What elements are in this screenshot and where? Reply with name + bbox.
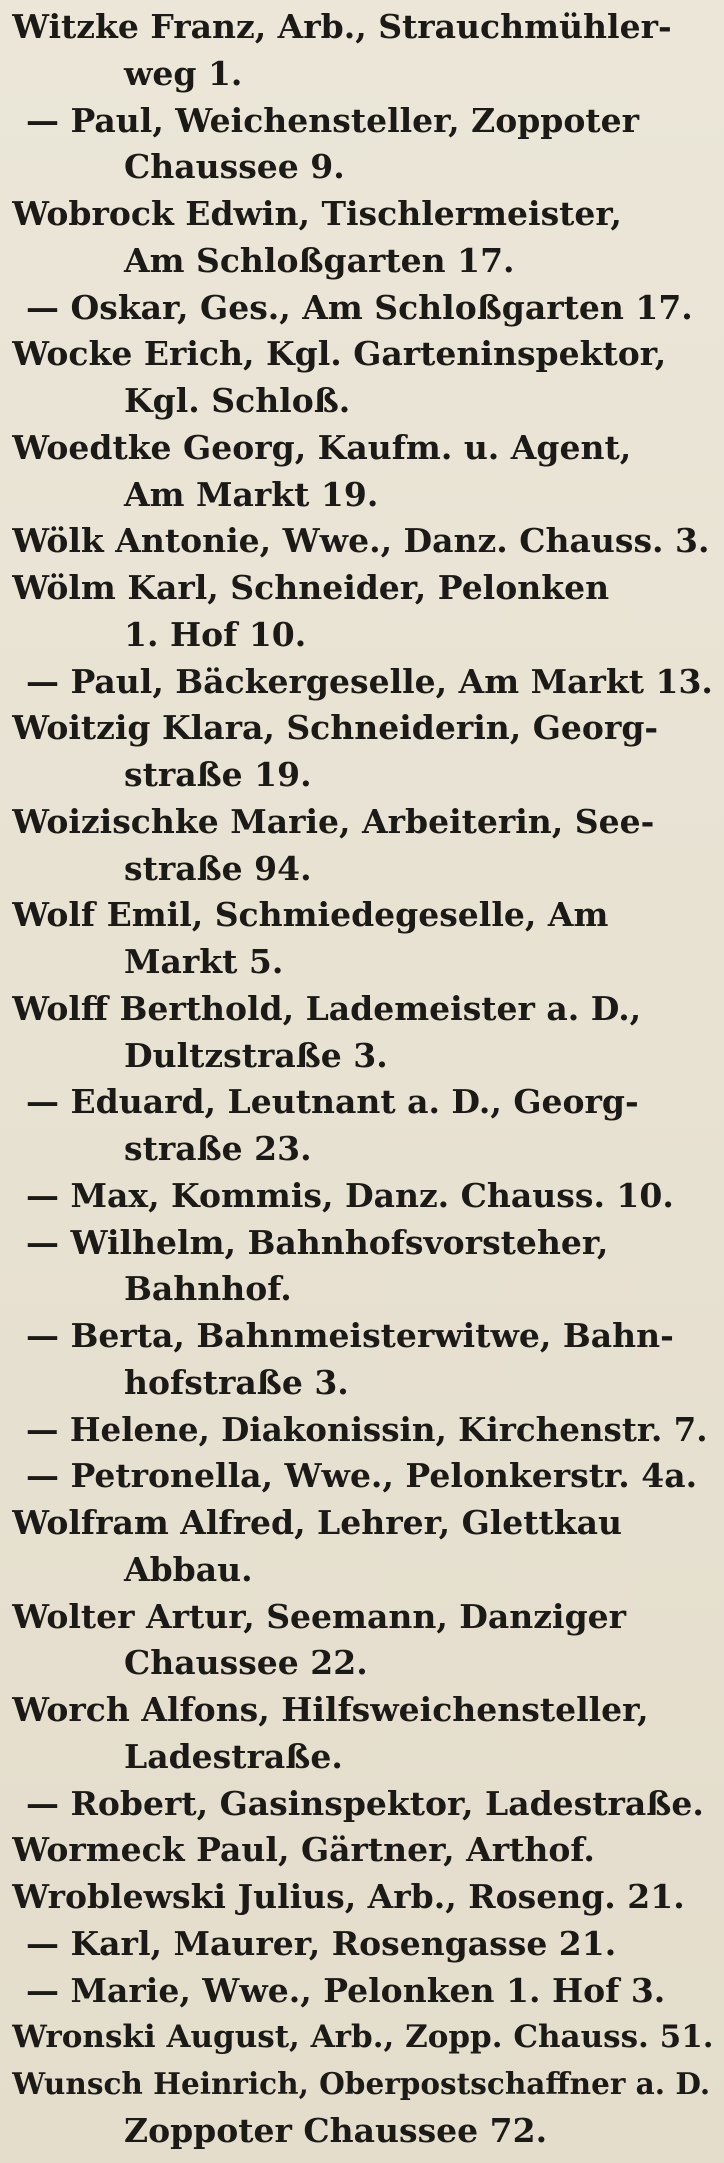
sub-entry-line: — Robert, Gasinspektor, Ladestraße. [26,1783,704,1823]
continuation-line: weg 1. [124,53,243,93]
entry-line: Wormeck Paul, Gärtner, Arthof. [12,1830,595,1870]
continuation-line: Am Markt 19. [124,474,379,514]
continuation-line: Markt 5. [124,942,284,981]
entry-line: Wolfram Alfred, Lehrer, Glettkau [12,1503,623,1542]
entry-line: Wolter Artur, Seemann, Danziger [12,1596,627,1636]
entry-line: Woizischke Marie, Arbeiterin, See- [12,801,655,841]
continuation-line: hofstraße 3. [124,1362,349,1402]
sub-entry-line: — Berta, Bahnmeisterwitwe, Bahn- [26,1316,674,1355]
continuation-line: Bahnhof. [124,1269,292,1309]
entry-line: Worch Alfons, Hilfsweichensteller, [12,1690,649,1729]
continuation-line: 1. Hof 10. [124,614,307,654]
sub-entry-line: — Oskar, Ges., Am Schloßgarten 17. [26,287,693,327]
entry-line: Wolf Emil, Schmiedegeselle, Am [12,895,609,935]
entry-line: Wolff Berthold, Lademeister a. D., [12,988,642,1028]
entry-line: Woedtke Georg, Kaufm. u. Agent, [12,427,632,467]
entry-line: Wocke Erich, Kgl. Garteninspektor, [12,334,667,374]
continuation-line: Am Schloßgarten 17. [124,240,515,280]
continuation-line: straße 94. [124,848,312,888]
continuation-line: straße 23. [124,1129,312,1168]
entry-line: Woitzig Klara, Schneiderin, Georg- [12,708,659,748]
entry-line: Wunsch Heinrich, Oberpostschaffner a. D. [12,2066,711,2101]
continuation-line: Chaussee 22. [124,1643,368,1683]
sub-entry-line: — Paul, Weichensteller, Zoppoter [26,100,640,140]
entry-line: Wölk Antonie, Wwe., Danz. Chauss. 3. [12,521,710,561]
entry-line: Wroblewski Julius, Arb., Roseng. 21. [12,1877,685,1916]
continuation-line: Chaussee 9. [124,147,345,187]
directory-entries [12,4,714,2155]
continuation-line: Abbau. [124,1549,253,1589]
sub-entry-line: — Petronella, Wwe., Pelonkerstr. 4a. [26,1456,698,1496]
sub-entry-line: — Karl, Maurer, Rosengasse 21. [26,1923,617,1963]
sub-entry-line: — Max, Kommis, Danz. Chauss. 10. [26,1175,674,1215]
sub-entry-line: — Paul, Bäckergeselle, Am Markt 13. [26,661,713,701]
entry-line: Wobrock Edwin, Tischlermeister, [12,194,622,233]
sub-entry-line: — Marie, Wwe., Pelonken 1. Hof 3. [26,1970,666,2010]
entry-line: Wölm Karl, Schneider, Pelonken [12,568,610,607]
entry-line: Wronski August, Arb., Zopp. Chauss. 51. [12,2019,714,2056]
continuation-line: straße 19. [124,755,312,794]
continuation-line: Zoppoter Chaussee 72. [124,2110,548,2150]
entry-line: Witzke Franz, Arb., Strauchmühler- [12,7,672,46]
continuation-line: Dultzstraße 3. [124,1035,388,1075]
sub-entry-line: — Helene, Diakonissin, Kirchenstr. 7. [26,1409,708,1449]
sub-entry-line: — Eduard, Leutnant a. D., Georg- [26,1082,639,1122]
continuation-line: Kgl. Schloß. [124,381,351,420]
continuation-line: Ladestraße. [124,1736,343,1776]
sub-entry-line: — Wilhelm, Bahnhofsvorsteher, [26,1222,609,1262]
